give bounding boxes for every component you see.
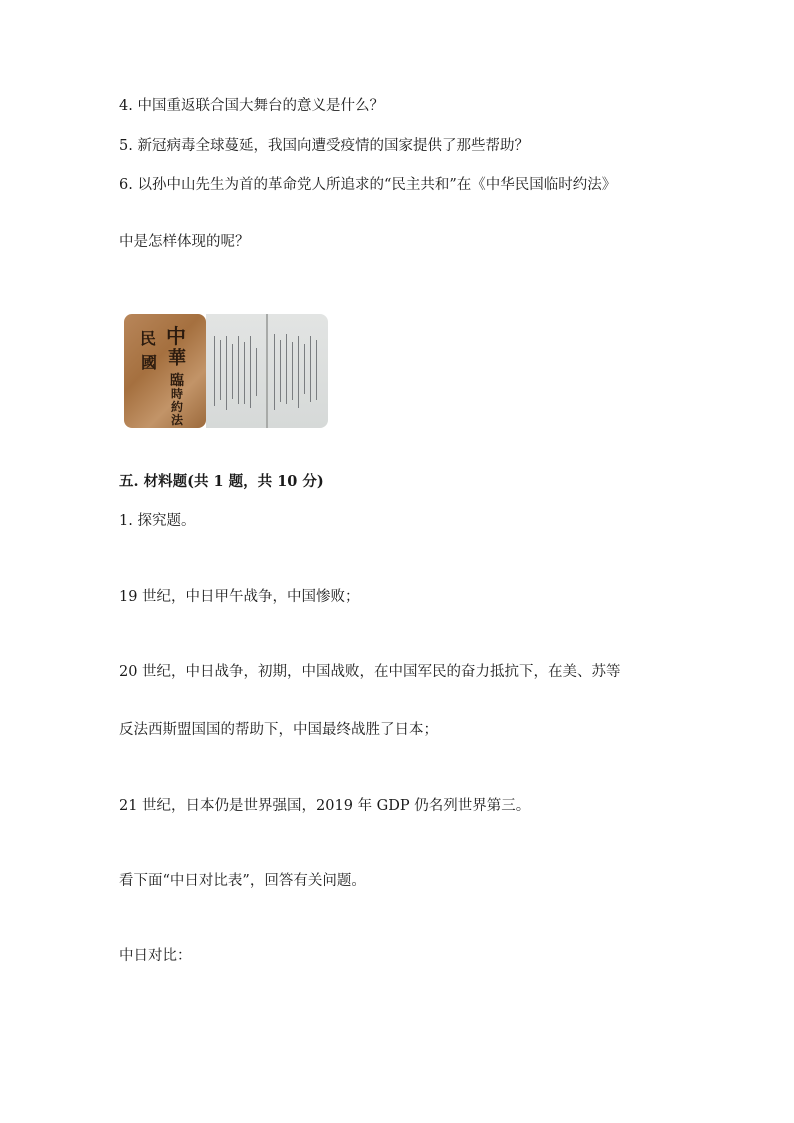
text-column bbox=[220, 340, 221, 400]
text-column bbox=[280, 340, 281, 402]
section-heading: 五. 材料题(共 1 题，共 10 分) bbox=[119, 473, 324, 490]
text-column bbox=[316, 340, 317, 400]
paragraph-19th-century: 19 世纪，中日甲午战争，中国惨败； bbox=[119, 589, 360, 605]
page-fold bbox=[266, 314, 268, 428]
text-column bbox=[310, 336, 311, 402]
text-column bbox=[244, 342, 245, 404]
cover-char: 約 bbox=[171, 400, 184, 414]
question-6-line2: 中是怎样体现的呢？ bbox=[119, 234, 250, 250]
item-1-title: 1. 探究题。 bbox=[119, 513, 196, 529]
text-column bbox=[304, 344, 305, 394]
cover-char: 華 bbox=[168, 348, 186, 369]
comparison-label: 中日对比： bbox=[119, 948, 192, 964]
text-column bbox=[226, 336, 227, 410]
cover-char: 臨 bbox=[170, 373, 184, 389]
instruction-text: 看下面“中日对比表”，回答有关问题。 bbox=[119, 873, 366, 889]
question-4: 4. 中国重返联合国大舞台的意义是什么？ bbox=[119, 98, 384, 114]
text-column bbox=[286, 334, 287, 404]
paragraph-20th-century-line2: 反法西斯盟国国的帮助下，中国最终战胜了日本； bbox=[119, 722, 438, 738]
paragraph-20th-century-line1: 20 世纪，中日战争，初期，中国战败，在中国军民的奋力抵抗下，在美、苏等 bbox=[119, 664, 621, 680]
text-column bbox=[250, 336, 251, 408]
paragraph-21st-century: 21 世纪，日本仍是世界强国，2019 年 GDP 仍名列世界第三。 bbox=[119, 798, 531, 814]
question-5: 5. 新冠病毒全球蔓延，我国向遭受疫情的国家提供了那些帮助？ bbox=[119, 138, 529, 154]
text-column bbox=[256, 348, 257, 396]
text-column bbox=[274, 334, 275, 410]
text-column bbox=[238, 336, 239, 404]
text-column bbox=[298, 336, 299, 408]
text-column bbox=[214, 336, 215, 406]
book-pages bbox=[206, 314, 328, 428]
cover-char: 民 bbox=[140, 329, 157, 348]
cover-char: 時 bbox=[171, 387, 184, 401]
text-column bbox=[292, 342, 293, 400]
book-cover bbox=[124, 314, 206, 428]
question-6-line1: 6. 以孙中山先生为首的革命党人所追求的“民主共和”在《中华民国临时约法》 bbox=[119, 177, 617, 193]
provisional-constitution-image bbox=[124, 314, 328, 428]
cover-char: 法 bbox=[171, 413, 184, 427]
text-column bbox=[232, 344, 233, 399]
cover-char: 國 bbox=[141, 353, 158, 372]
cover-char: 中 bbox=[166, 324, 186, 348]
